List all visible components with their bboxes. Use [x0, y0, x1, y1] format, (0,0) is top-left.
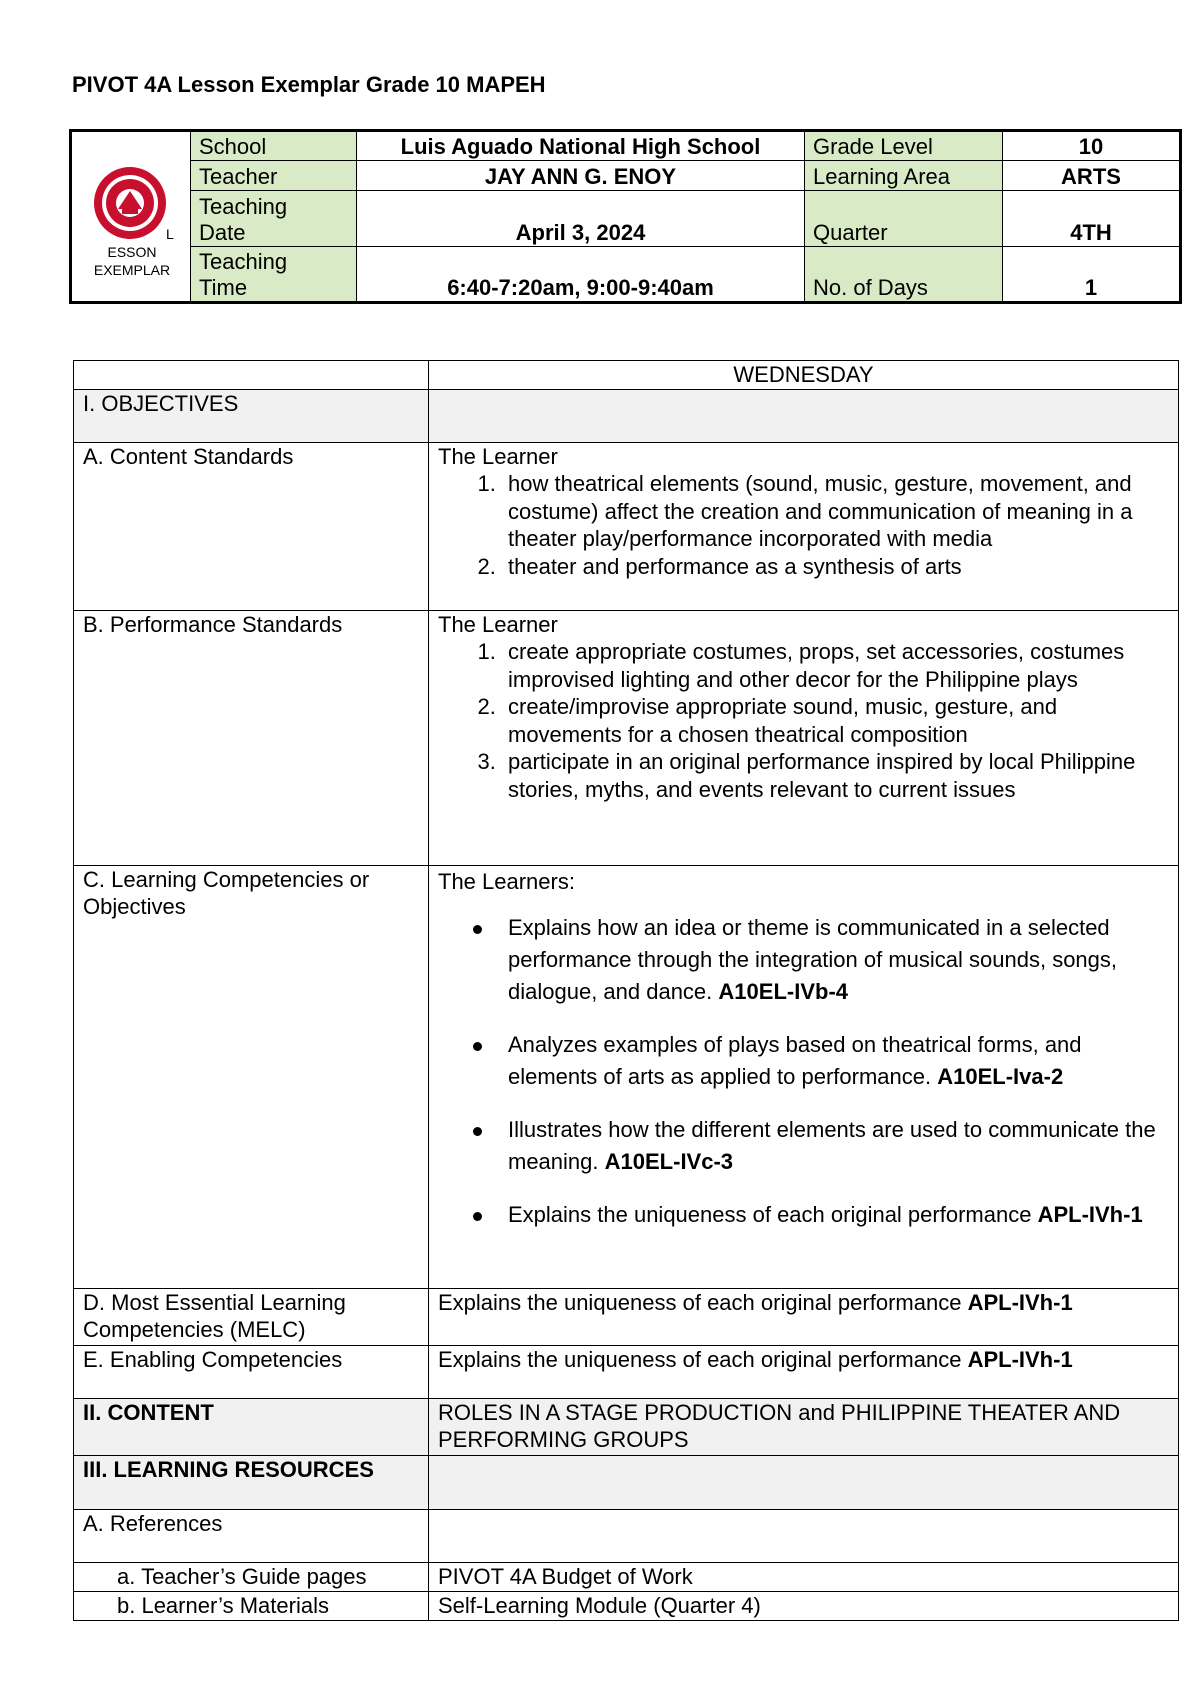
teacher-label: Teacher — [191, 161, 357, 191]
competency-code: APL-IVh-1 — [1037, 1202, 1143, 1227]
teaching-time-value: 6:40-7:20am, 9:00-9:40am — [357, 247, 805, 303]
days-value: 1 — [1003, 247, 1181, 303]
school-label: School — [191, 131, 357, 161]
competencies-label: C. Learning Competencies or Objectives — [74, 866, 429, 1289]
document-title: PIVOT 4A Lesson Exemplar Grade 10 MAPEH — [72, 72, 546, 97]
school-value: Luis Aguado National High School — [357, 131, 805, 161]
day-heading: WEDNESDAY — [429, 361, 1179, 390]
quarter-value: 4TH — [1003, 191, 1181, 247]
days-label: No. of Days — [805, 247, 1003, 303]
competencies-value — [429, 866, 1179, 1289]
content-standards-value — [429, 443, 1179, 611]
lesson-plan-table — [73, 360, 1179, 1621]
quarter-label: Quarter — [805, 191, 1003, 247]
logo-text-line2: EXEMPLAR — [93, 261, 171, 278]
header-info-table — [69, 129, 1182, 304]
enabling-competencies-label: E. Enabling Competencies — [74, 1346, 429, 1399]
list-item: 1. create appropriate costumes, props, set accessories, costumes improvised lighting and other decor for the Philippine plays — [502, 638, 1169, 693]
competencies-intro: The Learners: — [438, 869, 575, 894]
references-label: A. References — [74, 1510, 429, 1563]
teaching-time-label: Teaching Time — [191, 247, 357, 303]
content-standards-intro: The Learner — [438, 444, 558, 469]
objectives-label: I. OBJECTIVES — [74, 390, 429, 443]
teaching-date-value: April 3, 2024 — [357, 191, 805, 247]
list-item: 3. participate in an original performance inspired by local Philippine stories, myths, and events relevant to current issues — [502, 748, 1169, 803]
list-item: 1. how theatrical elements (sound, music, gesture, movement, and costume) affect the creation and communication of meaning in a theater play/performance incorporated with media — [502, 470, 1169, 553]
learning-area-label: Learning Area — [805, 161, 1003, 191]
deped-seal-icon — [92, 165, 168, 241]
list-item: Explains the uniqueness of each original performance APL-IVh-1 — [502, 1199, 1169, 1231]
competency-code: A10EL-IVb-4 — [718, 979, 849, 1004]
list-item: Explains how an idea or theme is communicated in a selected performance through the integration of musical sounds, songs, dialogue, and dance. A10EL-IVb-4 — [502, 912, 1169, 1008]
melc-value: Explains the uniqueness of each original performance APL-IVh-1 — [429, 1289, 1179, 1346]
learning-resources-value — [429, 1456, 1179, 1510]
logo-letter: L — [166, 225, 174, 242]
list-item: Illustrates how the different elements are used to communicate the meaning. A10EL-IVc-3 — [502, 1114, 1169, 1178]
teaching-date-label: Teaching Date — [191, 191, 357, 247]
enabling-code: APL-IVh-1 — [967, 1347, 1073, 1372]
performance-standards-intro: The Learner — [438, 612, 558, 637]
content-value: ROLES IN A STAGE PRODUCTION and PHILIPPINE THEATER AND PERFORMING GROUPS — [429, 1399, 1179, 1456]
competency-code: A10EL-IVc-3 — [604, 1149, 734, 1174]
content-label: II. CONTENT — [74, 1399, 429, 1456]
learners-materials-label: b. Learner’s Materials — [74, 1592, 429, 1621]
list-item: 2. theater and performance as a synthesis of arts — [502, 553, 1169, 581]
performance-standards-label: B. Performance Standards — [74, 611, 429, 866]
references-value — [429, 1510, 1179, 1563]
teachers-guide-value: PIVOT 4A Budget of Work — [429, 1563, 1179, 1592]
grade-level-value: 10 — [1003, 131, 1181, 161]
list-item: Analyzes examples of plays based on theatrical forms, and elements of arts as applied to performance. A10EL-Iva-2 — [502, 1029, 1169, 1093]
performance-standards-value — [429, 611, 1179, 866]
lesson-exemplar-logo — [71, 131, 191, 303]
melc-code: APL-IVh-1 — [967, 1290, 1073, 1315]
teachers-guide-label: a. Teacher’s Guide pages — [74, 1563, 429, 1592]
enabling-competencies-value: Explains the uniqueness of each original performance APL-IVh-1 — [429, 1346, 1179, 1399]
list-item: 2. create/improvise appropriate sound, music, gesture, and movements for a chosen theatrical composition — [502, 693, 1169, 748]
content-standards-label: A. Content Standards — [74, 443, 429, 611]
learners-materials-value: Self-Learning Module (Quarter 4) — [429, 1592, 1179, 1621]
logo-text-line1: ESSON — [107, 243, 157, 260]
learning-area-value: ARTS — [1003, 161, 1181, 191]
competency-code: A10EL-Iva-2 — [937, 1064, 1064, 1089]
melc-label: D. Most Essential Learning Competencies (MELC) — [74, 1289, 429, 1346]
learning-resources-label: III. LEARNING RESOURCES — [74, 1456, 429, 1510]
teacher-value: JAY ANN G. ENOY — [357, 161, 805, 191]
objectives-value — [429, 390, 1179, 443]
empty-header-cell — [74, 361, 429, 390]
grade-level-label: Grade Level — [805, 131, 1003, 161]
